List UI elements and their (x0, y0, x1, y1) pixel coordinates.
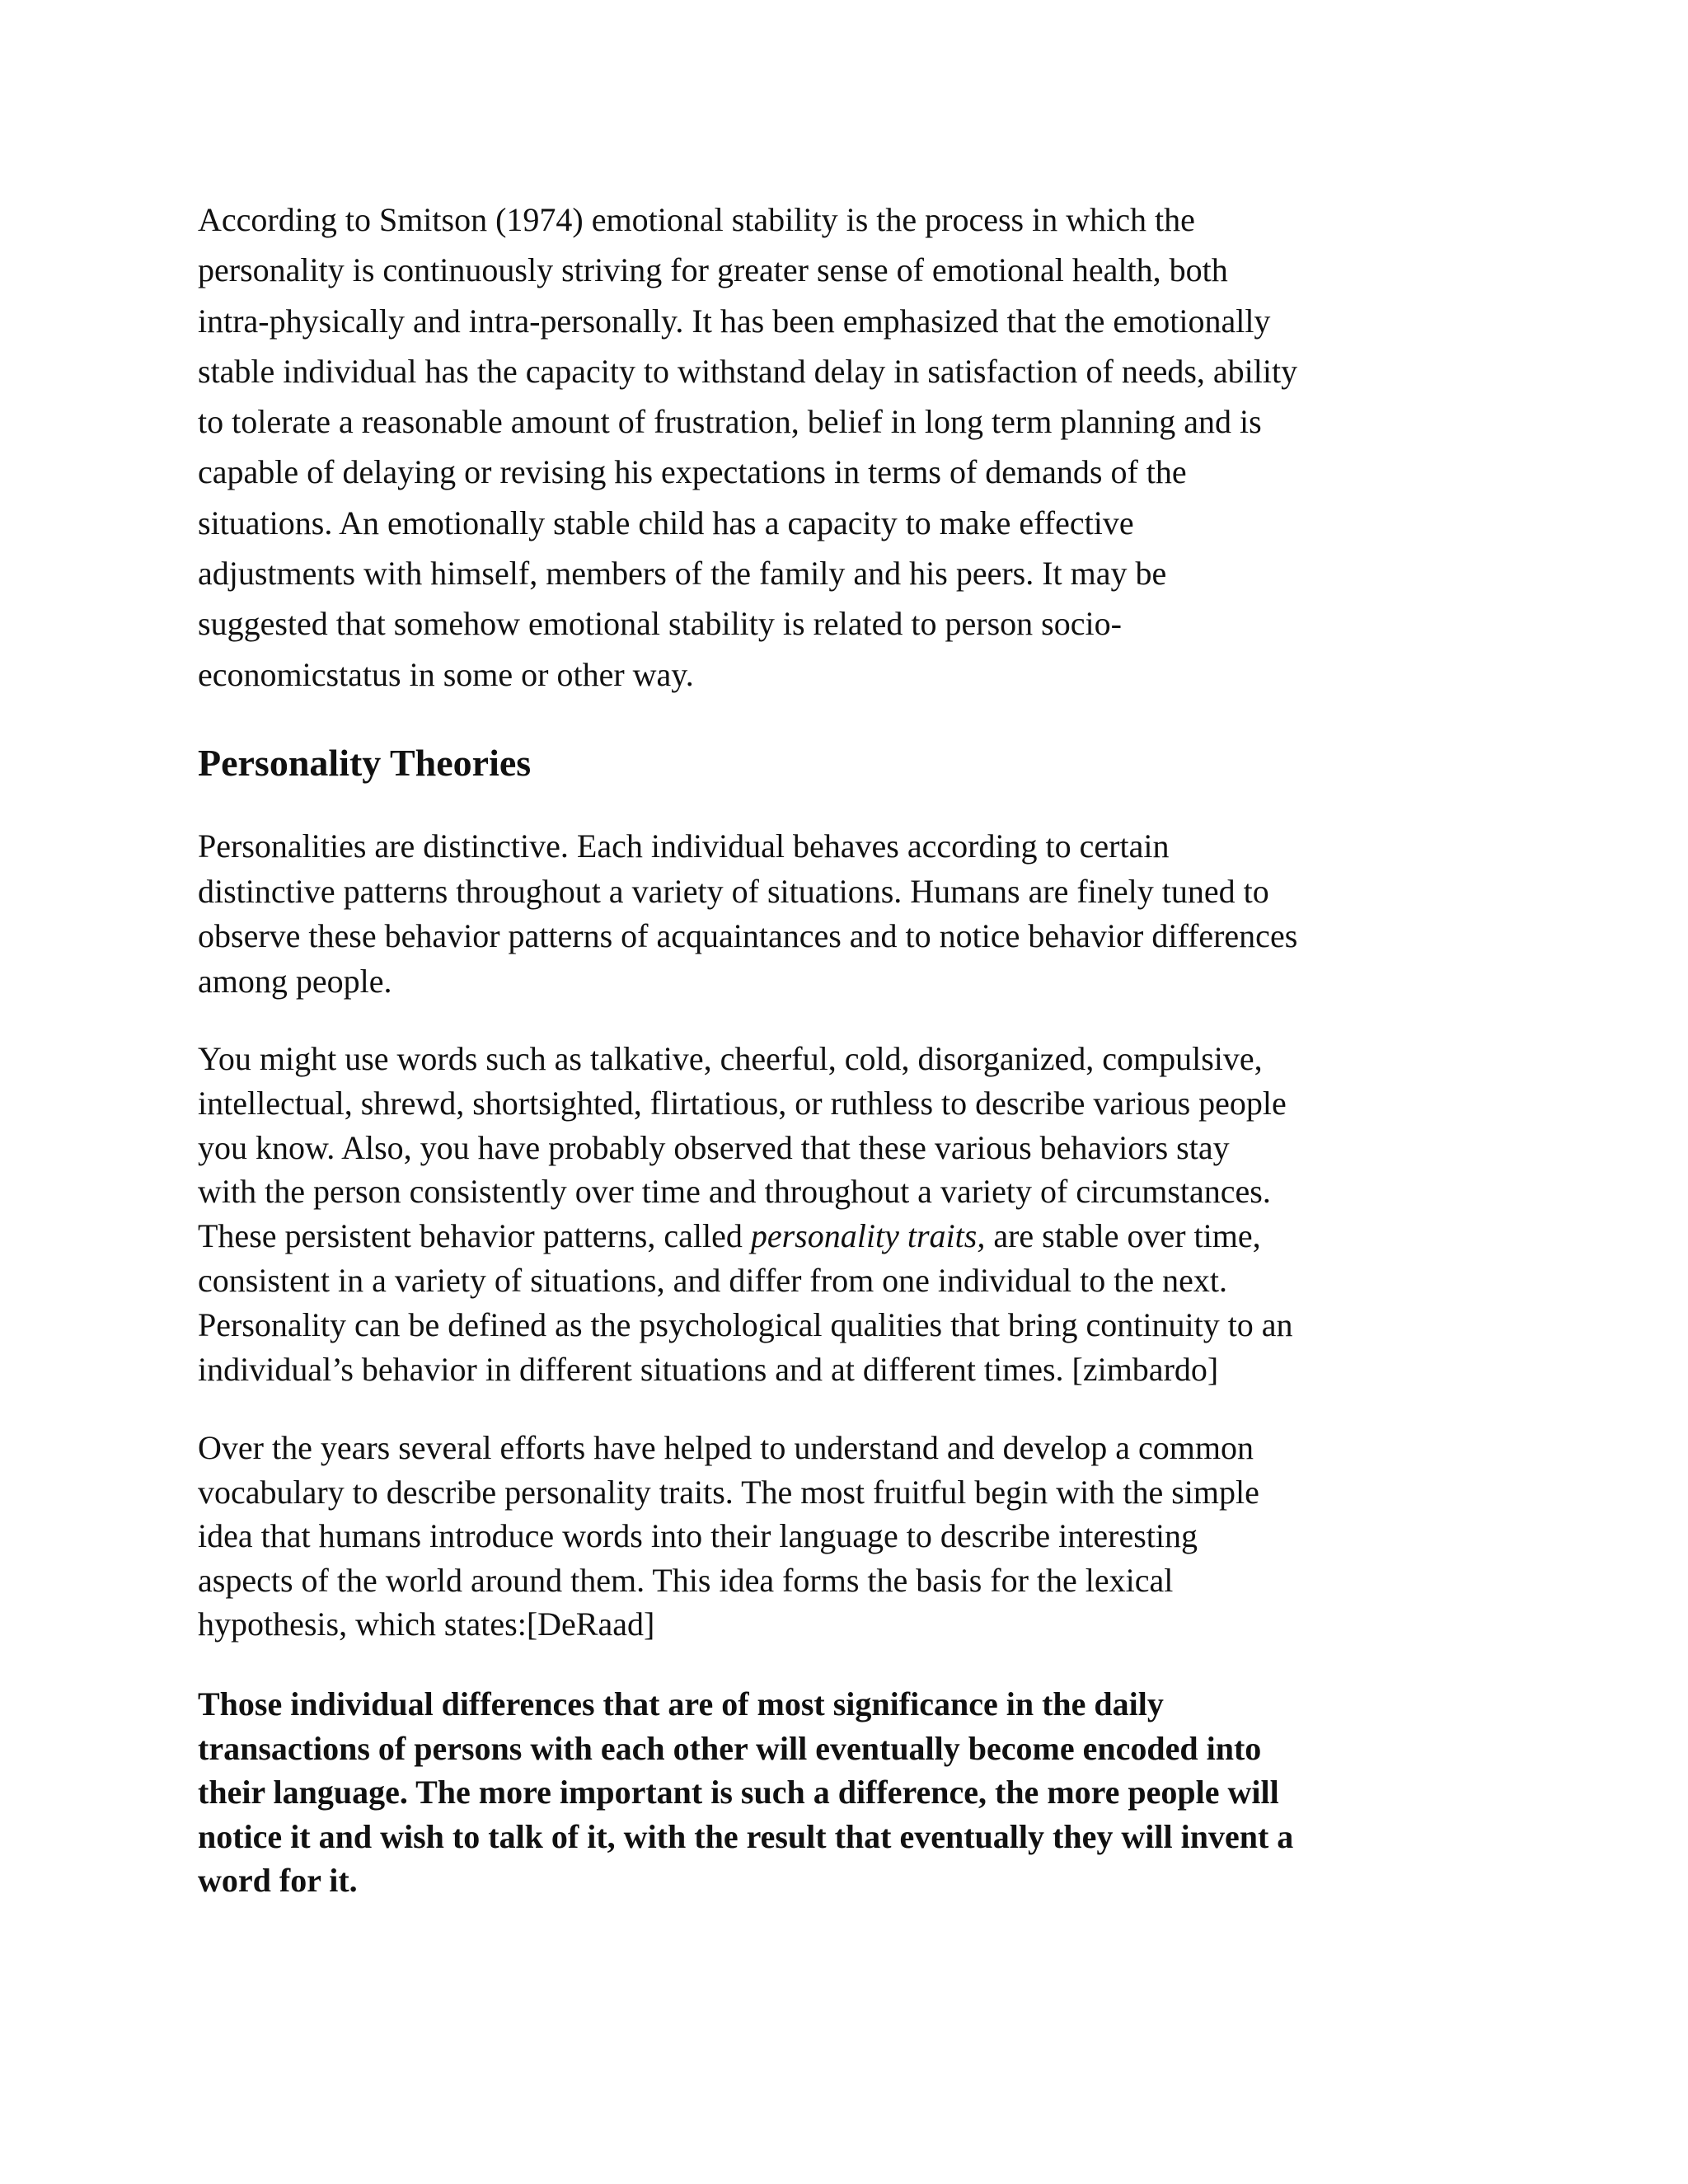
text-line: intellectual, shrewd, shortsighted, flirtatious, or ruthless to describe various people (198, 1084, 1287, 1122)
text-line: Personality can be defined as the psychological qualities that bring continuity to an (198, 1305, 1293, 1343)
text-line: stable individual has the capacity to withstand delay in satisfaction of needs, ability (198, 352, 1298, 390)
paragraph-lexical-hypothesis (198, 1426, 1484, 1647)
text-line: Personalities are distinctive. Each individual behaves according to certain (198, 827, 1170, 865)
text-line: Those individual differences that are of most significance in the daily (198, 1685, 1164, 1722)
text-line: consistent in a variety of situations, and differ from one individual to the next. (198, 1261, 1227, 1299)
text-line: their language. The more important is such a difference, the more people will (198, 1774, 1279, 1811)
text-line: intra-physically and intra-personally. It has been emphasized that the emotionally (198, 302, 1271, 340)
italic-term: personality traits, (750, 1217, 986, 1255)
text-line: aspects of the world around them. This idea forms the basis for the lexical (198, 1561, 1174, 1599)
paragraph-personalities-distinctive (198, 824, 1484, 1004)
text-line: Over the years several efforts have helped to understand and develop a common (198, 1429, 1254, 1466)
text-line (198, 1214, 1484, 1258)
text-line: situations. An emotionally stable child has a capacity to make effective (198, 504, 1134, 541)
text-line: suggested that somehow emotional stability is related to person socio- (198, 605, 1122, 643)
text-line: You might use words such as talkative, cheerful, cold, disorganized, compulsive, (198, 1040, 1263, 1077)
text-span: These persistent behavior patterns, called (198, 1217, 751, 1255)
text-line: economicstatus in some or other way. (198, 655, 694, 693)
text-line: word for it. (198, 1862, 358, 1899)
text-line: idea that humans introduce words into their language to describe interesting (198, 1517, 1198, 1554)
text-line: to tolerate a reasonable amount of frustration, belief in long term planning and is (198, 403, 1262, 441)
text-line: transactions of persons with each other will eventually become encoded into (198, 1729, 1262, 1767)
text-line: notice it and wish to talk of it, with the result that eventually they will invent a (198, 1817, 1294, 1855)
text-line: distinctive patterns throughout a variety of situations. Humans are finely tuned to (198, 872, 1269, 910)
text-line: you know. Also, you have probably observed that these various behaviors stay (198, 1128, 1230, 1166)
text-line: among people. (198, 962, 392, 1000)
text-line: capable of delaying or revising his expectations in terms of demands of the (198, 453, 1187, 491)
text-line: with the person consistently over time and throughout a variety of circumstances. (198, 1173, 1271, 1211)
text-line: personality is continuously striving for greater sense of emotional health, both (198, 251, 1228, 289)
text-line: vocabulary to describe personality traits. The most fruitful begin with the simple (198, 1473, 1259, 1511)
section-heading: Personality Theories (198, 742, 532, 784)
quote-block (198, 1682, 1484, 1903)
text-line: adjustments with himself, members of the family and his peers. It may be (198, 555, 1167, 593)
paragraph-personality-traits (198, 1037, 1484, 1391)
text-line: According to Smitson (1974) emotional stability is the process in which the (198, 201, 1195, 238)
text-line: observe these behavior patterns of acquaintances and to notice behavior differences (198, 917, 1298, 954)
text-line: hypothesis, which states:[DeRaad] (198, 1605, 655, 1643)
text-line: individual’s behavior in different situations and at different times. [zimbardo] (198, 1350, 1219, 1388)
paragraph-emotional-stability (198, 194, 1484, 700)
text-span: are stable over time, (985, 1217, 1261, 1255)
